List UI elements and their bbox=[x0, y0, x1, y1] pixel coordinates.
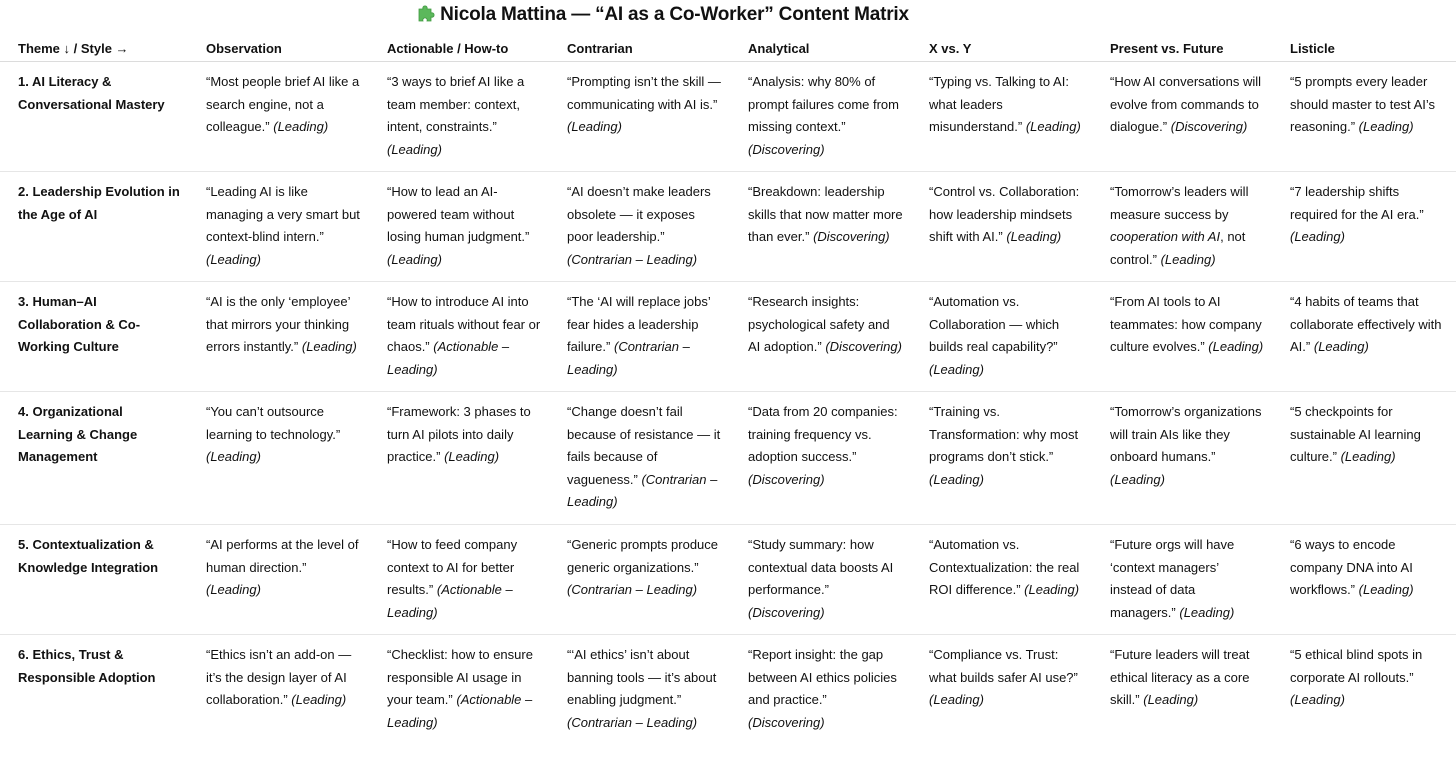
cell-note: (Leading) bbox=[1358, 582, 1414, 597]
cell-note: (Actionable – Leading) bbox=[387, 692, 533, 730]
cell-text: “Report insight: the gap between AI ethics policies and practice.” bbox=[748, 647, 897, 707]
cell-note: (Leading) bbox=[1340, 449, 1396, 464]
matrix-cell bbox=[911, 172, 1092, 282]
cell-text: “Ethics isn’t an add-on — it’s the design layer of AI collaboration.” bbox=[206, 647, 352, 707]
table-row bbox=[0, 392, 1456, 525]
matrix-cell bbox=[911, 392, 1092, 525]
cell-text: “7 leadership shifts required for the AI era.” bbox=[1290, 184, 1424, 222]
cell-note: (Discovering) bbox=[748, 604, 825, 620]
cell-note: (Leading) bbox=[1006, 229, 1062, 244]
matrix-cell bbox=[549, 172, 730, 282]
cell-text: “Automation vs. Collaboration — which builds real capability?” bbox=[929, 294, 1060, 354]
cell-text: “Training vs. Transformation: why most programs don’t stick.” bbox=[929, 404, 1079, 464]
cell-text: “5 checkpoints for sustainable AI learning culture.” bbox=[1290, 404, 1421, 464]
header-theme-style: Theme ↓ / Style → bbox=[0, 35, 188, 62]
cell-text: “From AI tools to AI teammates: how company culture evolves.” bbox=[1110, 294, 1262, 354]
matrix-cell bbox=[369, 282, 549, 392]
cell-note: (Leading) bbox=[291, 692, 347, 707]
cell-text: “5 prompts every leader should master to test AI’s reasoning.” bbox=[1290, 74, 1435, 134]
matrix-cell bbox=[1272, 62, 1456, 172]
matrix-cell bbox=[188, 635, 369, 765]
matrix-cell bbox=[1092, 282, 1272, 392]
matrix-cell bbox=[1272, 635, 1456, 765]
matrix-cell bbox=[188, 525, 369, 635]
matrix-cell bbox=[188, 172, 369, 282]
cell-note: (Leading) bbox=[929, 471, 984, 487]
cell-text: “Automation vs. Contextualization: the real ROI difference.” bbox=[929, 537, 1080, 597]
cell-note: (Discovering) bbox=[748, 141, 825, 157]
matrix-cell bbox=[188, 392, 369, 525]
cell-emphasis: cooperation with AI bbox=[1110, 229, 1221, 244]
matrix-cell bbox=[730, 635, 911, 765]
cell-text: “Prompting isn’t the skill — communicating with AI is.” bbox=[567, 74, 721, 112]
matrix-cell bbox=[369, 172, 549, 282]
page-title bbox=[0, 3, 1325, 26]
cell-note: (Leading) bbox=[567, 119, 622, 134]
cell-text: “Data from 20 companies: training frequency vs. adoption success.” bbox=[748, 404, 898, 464]
cell-note: (Actionable – Leading) bbox=[387, 582, 513, 620]
matrix-cell bbox=[369, 525, 549, 635]
cell-note: (Leading) bbox=[1313, 339, 1369, 354]
matrix-cell bbox=[1092, 392, 1272, 525]
cell-text: “Leading AI is like managing a very smart but context-blind intern.” bbox=[206, 184, 360, 244]
cell-note: (Discovering) bbox=[825, 339, 902, 354]
cell-note: (Contrarian – Leading) bbox=[567, 251, 698, 267]
cell-note: (Leading) bbox=[1179, 604, 1235, 620]
content-matrix-table bbox=[0, 35, 1456, 765]
theme-cell: 1. AI Literacy & Conversational Mastery bbox=[0, 62, 188, 172]
page-title-text: Nicola Mattina — “AI as a Co-Worker” Content Matrix bbox=[440, 4, 909, 25]
table-row bbox=[0, 172, 1456, 282]
cell-note: (Leading) bbox=[301, 339, 357, 354]
cell-text: “Future leaders will treat ethical literacy as a core skill.” bbox=[1110, 647, 1250, 707]
cell-text: “Change doesn’t fail because of resistance — it fails because of vagueness.” bbox=[567, 404, 721, 487]
cell-note: (Contrarian – Leading) bbox=[567, 582, 698, 597]
matrix-cell bbox=[1092, 525, 1272, 635]
table-row bbox=[0, 62, 1456, 172]
cell-note: (Leading) bbox=[1025, 119, 1081, 134]
cell-note: (Leading) bbox=[387, 251, 442, 267]
header-listicle: Listicle bbox=[1272, 35, 1456, 62]
matrix-cell bbox=[730, 172, 911, 282]
cell-note: (Leading) bbox=[929, 361, 984, 377]
cell-text: “5 ethical blind spots in corporate AI rollouts.” bbox=[1290, 647, 1423, 685]
cell-text: “4 habits of teams that collaborate effectively with AI.” bbox=[1290, 294, 1442, 354]
cell-note: (Leading) bbox=[273, 119, 329, 134]
cell-text: “How to introduce AI into team rituals without fear or chaos.” bbox=[387, 294, 541, 354]
cell-text: “Generic prompts produce generic organizations.” bbox=[567, 537, 719, 575]
cell-text: “AI performs at the level of human direction.” bbox=[206, 537, 359, 575]
header-x-vs-y: X vs. Y bbox=[911, 35, 1092, 62]
matrix-cell bbox=[369, 392, 549, 525]
table-row bbox=[0, 525, 1456, 635]
matrix-cell bbox=[549, 525, 730, 635]
cell-note: (Leading) bbox=[1290, 692, 1345, 707]
matrix-cell bbox=[730, 392, 911, 525]
matrix-cell bbox=[730, 282, 911, 392]
cell-text: “Breakdown: leadership skills that now matter more than ever.” bbox=[748, 184, 903, 244]
header-observation: Observation bbox=[188, 35, 369, 62]
cell-note: (Leading) bbox=[1208, 339, 1264, 354]
cell-text: “Tomorrow’s organizations will train AIs like they onboard humans.” bbox=[1110, 404, 1262, 464]
header-contrarian: Contrarian bbox=[549, 35, 730, 62]
theme-cell: 6. Ethics, Trust & Responsible Adoption bbox=[18, 647, 156, 685]
table-row bbox=[0, 282, 1456, 392]
matrix-cell bbox=[1272, 525, 1456, 635]
cell-note: (Leading) bbox=[206, 582, 261, 597]
cell-note: (Leading) bbox=[444, 449, 500, 464]
cell-text: “Typing vs. Talking to AI: what leaders misunderstand.” bbox=[929, 74, 1069, 134]
cell-text: “Control vs. Collaboration: how leadership mindsets shift with AI.” bbox=[929, 184, 1080, 244]
cell-note: (Leading) bbox=[1160, 251, 1216, 267]
cell-note: (Contrarian – Leading) bbox=[567, 339, 690, 377]
cell-note: (Discovering) bbox=[1170, 119, 1248, 134]
matrix-cell bbox=[730, 525, 911, 635]
matrix-cell bbox=[1092, 172, 1272, 282]
cell-text: “Future orgs will have ‘context managers’ instead of data managers.” bbox=[1110, 537, 1235, 620]
header-row bbox=[0, 35, 1456, 62]
cell-note: (Leading) bbox=[1290, 229, 1345, 244]
matrix-cell bbox=[549, 392, 730, 525]
matrix-cell bbox=[911, 635, 1092, 765]
cell-note: (Actionable – Leading) bbox=[387, 339, 510, 377]
matrix-cell bbox=[1272, 282, 1456, 392]
cell-note: (Leading) bbox=[387, 141, 442, 157]
cell-text: “You can’t outsource learning to technology.” bbox=[206, 404, 341, 442]
matrix-cell bbox=[1272, 172, 1456, 282]
cell-text: “Compliance vs. Trust: what builds safer AI use?” bbox=[929, 647, 1078, 685]
theme-cell: 3. Human–AI Collaboration & Co-Working Culture bbox=[0, 282, 188, 392]
cell-note: (Leading) bbox=[1024, 582, 1080, 597]
matrix-cell bbox=[549, 62, 730, 172]
puzzle-piece-icon bbox=[416, 3, 436, 23]
cell-text: “‘AI ethics’ isn’t about banning tools — it’s about enabling judgment.” bbox=[567, 647, 717, 707]
cell-text: “Tomorrow’s leaders will measure success by bbox=[1110, 184, 1249, 222]
cell-text: “Framework: 3 phases to turn AI pilots into daily practice.” bbox=[387, 404, 531, 464]
cell-text: “Most people brief AI like a search engine, not a colleague.” bbox=[206, 74, 360, 134]
matrix-cell bbox=[730, 62, 911, 172]
cell-text: “Checklist: how to ensure responsible AI usage in your team.” bbox=[387, 647, 533, 707]
matrix-cell bbox=[549, 635, 730, 765]
cell-text: “Study summary: how contextual data boosts AI performance.” bbox=[748, 537, 894, 597]
matrix-cell bbox=[911, 525, 1092, 635]
cell-text: “3 ways to brief AI like a team member: context, intent, constraints.” bbox=[387, 74, 525, 134]
header-present-vs-future: Present vs. Future bbox=[1092, 35, 1272, 62]
cell-text: “The ‘AI will replace jobs’ fear hides a leadership failure.” bbox=[567, 294, 711, 354]
matrix-cell bbox=[369, 635, 549, 765]
cell-note: (Leading) bbox=[929, 692, 984, 707]
cell-text: “Research insights: psychological safety and AI adoption.” bbox=[748, 294, 890, 354]
cell-note: (Leading) bbox=[206, 449, 261, 464]
cell-text: “Analysis: why 80% of prompt failures come from missing context.” bbox=[748, 74, 899, 134]
header-analytical: Analytical bbox=[730, 35, 911, 62]
theme-cell: 5. Contextualization & Knowledge Integration bbox=[0, 525, 188, 635]
cell-text: “AI doesn’t make leaders obsolete — it exposes poor leadership.” bbox=[567, 184, 711, 244]
matrix-cell bbox=[1272, 392, 1456, 525]
cell-note: (Discovering) bbox=[748, 714, 825, 730]
theme-cell: 2. Leadership Evolution in the Age of AI bbox=[0, 172, 188, 282]
matrix-cell bbox=[1092, 62, 1272, 172]
cell-note: (Contrarian – Leading) bbox=[567, 714, 698, 730]
matrix-cell bbox=[911, 282, 1092, 392]
cell-note: (Discovering) bbox=[748, 471, 825, 487]
theme-cell: 4. Organizational Learning & Change Management bbox=[0, 392, 188, 525]
matrix-cell bbox=[911, 62, 1092, 172]
matrix-cell bbox=[1092, 635, 1272, 765]
cell-note: (Leading) bbox=[1110, 471, 1165, 487]
cell-text-tail: , not control.” bbox=[1110, 229, 1246, 267]
cell-text: “How to lead an AI-powered team without losing human judgment.” bbox=[387, 184, 530, 244]
cell-note: (Contrarian – Leading) bbox=[567, 471, 718, 509]
cell-note: (Discovering) bbox=[813, 229, 890, 244]
header-actionable: Actionable / How-to bbox=[369, 35, 549, 62]
matrix-cell bbox=[369, 62, 549, 172]
cell-note: (Leading) bbox=[206, 251, 261, 267]
cell-text: “AI is the only ‘employee’ that mirrors your thinking errors instantly.” bbox=[206, 294, 351, 354]
cell-text: “How AI conversations will evolve from commands to dialogue.” bbox=[1110, 74, 1261, 134]
table-row bbox=[0, 635, 1456, 765]
matrix-cell bbox=[549, 282, 730, 392]
cell-text: “How to feed company context to AI for better results.” bbox=[387, 537, 518, 597]
cell-note: (Leading) bbox=[1143, 692, 1199, 707]
matrix-cell bbox=[188, 62, 369, 172]
cell-note: (Leading) bbox=[1358, 119, 1414, 134]
cell-text: “6 ways to encode company DNA into AI workflows.” bbox=[1290, 537, 1413, 597]
matrix-cell bbox=[188, 282, 369, 392]
